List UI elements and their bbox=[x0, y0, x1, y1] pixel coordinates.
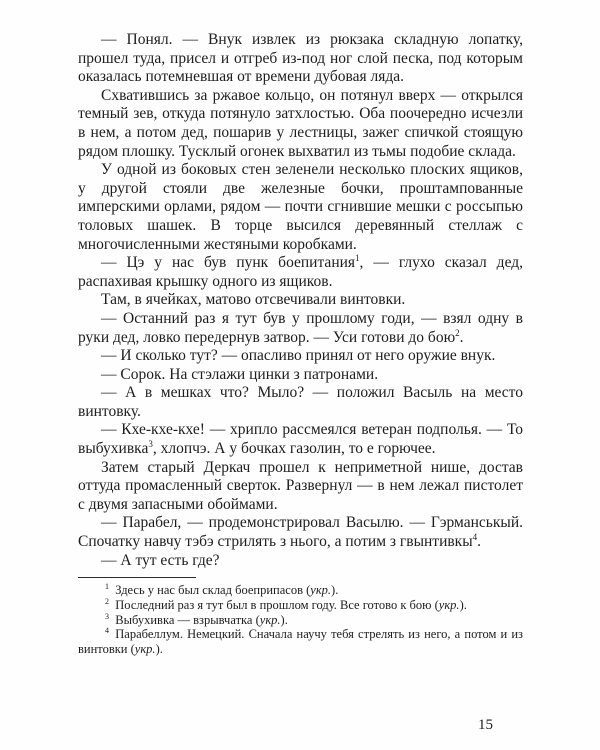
paragraph: — Понял. — Внук извлек из рюкзака складную лопатку, прошел туда, присел и отгреб из-под ног слой песка, под которым оказалась потемневшая от времени дубовая ляда. bbox=[78, 31, 523, 86]
footnote-reference: 1 bbox=[355, 252, 360, 263]
footnote-number: 1 bbox=[105, 582, 109, 592]
paragraph: — А тут есть где? bbox=[101, 551, 220, 569]
paragraph: У одной из боковых стен зеленели несколько плоских ящиков, у другой стояли две железные бочки, проштампованные имперскими орлами, рядом — почти сгнившие мешки с россыпью толовых шашек. В торце высился деревянный стеллаж с многочисленными жестяными коробками. bbox=[78, 161, 523, 253]
footnote: $^2$ Последний раз я тут был в прошлом году. Все готово к бою (укр.). bbox=[105, 596, 467, 612]
footnote-language-label: укр. bbox=[134, 642, 156, 657]
footnote-number: 3 bbox=[105, 611, 109, 621]
paragraph: — А в мешках что? Мыло? — положил Васыль на место винтовку. bbox=[78, 384, 523, 420]
paragraph: Схватившись за ржавое кольцо, он потянул вверх — открылся темный зев, откуда потянуло затхлостью. Оба поочередно исчезли в нем, а потом дед, пошарив у лестницы, зажег спичкой стоящую рядом плошку. Тусклый огонек выхватил из тьмы подобие склада. bbox=[78, 86, 523, 160]
footnote-number: 2 bbox=[105, 596, 109, 606]
paragraph: — Цэ у нас був пунк боепитания$^1$, — глухо сказал дед, распахивая крышку одного из ящиков. bbox=[78, 252, 524, 290]
paragraph: Затем старый Деркач прошел к неприметной нише, достав оттуда промасленный сверток. Развернул — в нем лежал пистолет с двумя запасными обоймами. bbox=[78, 458, 523, 513]
footnote: $^4$ Парабеллум. Немецкий. Сначала научу тебя стрелять из него, а потом и из винтовки (укр.). bbox=[78, 626, 523, 657]
paragraph: — И сколько тут? — опасливо принял от него оружие внук. bbox=[101, 347, 496, 365]
footnote: $^1$ Здесь у нас был склад боеприпасов (укр.). bbox=[105, 582, 339, 598]
footnote-language-label: укр. bbox=[259, 612, 281, 627]
footnote: $^3$ Выбухивка — взрывчатка (укр.). bbox=[105, 611, 288, 627]
footnote-language-label: укр. bbox=[310, 583, 332, 598]
footnote-reference: 4 bbox=[472, 531, 478, 542]
paragraph: — Сорок. На стэлажи цинки з патронами. bbox=[101, 365, 379, 383]
paragraph: — Останний раз я тут був у прошлому годи, — взял одну в руки дед, ловко передернув затвор. — Уси готови до бою$^2$. bbox=[78, 309, 523, 346]
footnote-number: 4 bbox=[105, 626, 109, 636]
paragraph: Там, в ячейках, матово отсвечивали винтовки. bbox=[101, 291, 406, 309]
footnote-reference: 2 bbox=[455, 327, 460, 338]
footnotes-section bbox=[78, 583, 523, 657]
paragraph: — Парабел, — продемонстрировал Васылю. — Гэрманськый. Спочатку навчу тэбэ стрилять з нього, а потим з гвынтивкы$^4$. bbox=[78, 514, 523, 551]
paragraph: — Кхе-кхе-кхе! — хрипло рассмеялся ветеран подполья. — То выбухивка$^3$, хлопчэ. А у бочках газолин, то е горючее. bbox=[78, 421, 523, 458]
footnote-separator bbox=[78, 577, 196, 578]
footnote-reference: 3 bbox=[148, 438, 153, 449]
page-number: 15 bbox=[478, 717, 493, 733]
page-body bbox=[78, 31, 523, 570]
footnote-language-label: укр. bbox=[438, 597, 460, 612]
